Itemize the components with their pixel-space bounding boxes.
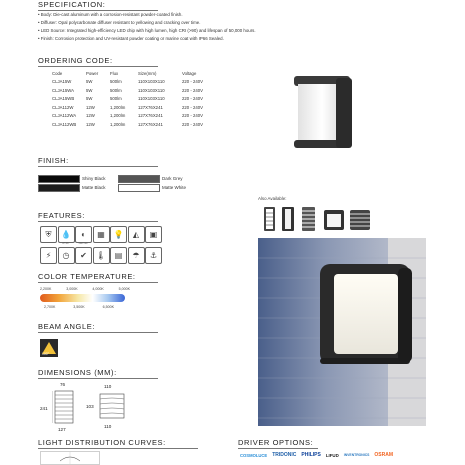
table-cell: CLJA15WA (52, 87, 75, 93)
table-cell: 220 - 240V (182, 79, 204, 85)
spec-list (38, 11, 458, 43)
dimension-tall-top: 76 (60, 382, 66, 387)
column-header: Power (86, 70, 99, 76)
light-distribution-curve (40, 451, 100, 465)
column-header: Voltage (182, 70, 197, 76)
color-temp-top-labels (40, 287, 130, 291)
column-header: Size(mm) (138, 70, 157, 76)
column-header: Code (52, 70, 63, 76)
led-chip-icon: ▦ (93, 226, 110, 243)
color-temp-label: 3,500K (73, 305, 85, 309)
ordering-heading: ORDERING CODE: (38, 56, 113, 65)
lightbulb-icon: 💡 (110, 226, 127, 243)
driver-options-heading: DRIVER OPTIONS: (238, 438, 314, 447)
class-rating-icon: ▣ (145, 226, 162, 243)
marine-coat-icon: ⚓ (145, 247, 162, 264)
table-cell: CLJA15W (52, 79, 72, 85)
dimension-tall-bottom: 127 (58, 427, 66, 432)
table-cell: 12W (86, 113, 95, 119)
color-temp-bottom-labels (44, 305, 114, 309)
color-temp-label: 5,000K (118, 287, 130, 291)
color-temp-label: 3,000K (66, 287, 78, 291)
table-header-row (52, 69, 222, 78)
table-cell: 1,200lm (110, 104, 126, 110)
table-cell: 5W (86, 87, 93, 93)
table-cell: 110X103X110 (138, 96, 165, 102)
feature-label: IP 66 (62, 242, 69, 245)
table-cell: 220 - 240V (182, 113, 204, 119)
product-photo (258, 238, 426, 426)
divider (38, 332, 158, 333)
specification-heading: SPECIFICATION: (38, 0, 106, 9)
table-cell: 5W (86, 96, 93, 102)
brand-logo-tridonic: TRIDONIC (272, 452, 297, 458)
beam-angle-value: 100° (42, 352, 50, 356)
table-row (52, 112, 222, 121)
spec-item: • Diffuser: Opal polycarbonate diffuser resistant to yellowing and cracking over time. (38, 20, 201, 25)
table-cell: CLJA112W (52, 104, 74, 110)
finish-label: Matte Black (82, 185, 106, 190)
table-cell: 110X103X110 (138, 87, 165, 93)
finish-swatch-shiny-black (38, 175, 80, 183)
dimension-square-bottom: 110 (104, 424, 112, 429)
table-cell: 500lm (110, 96, 122, 102)
table-cell: 110X103X110 (138, 79, 165, 85)
finish-swatch-matte-black (38, 184, 80, 192)
table-cell: 220 - 240V (182, 87, 204, 93)
brand-logo-cosmoluce: COSMOLUCE (240, 452, 268, 458)
table-cell: 500lm (110, 87, 122, 93)
spec-item: • Body: Die-cast aluminum with a corrosion-resistant powder-coated finish. (38, 12, 183, 17)
divider (38, 378, 158, 379)
table-cell: 127X76X241 (138, 104, 163, 110)
finish-label: Matte White (162, 185, 187, 190)
shield-icon: ⛨ (40, 226, 57, 243)
warranty-icon: ✔ (75, 247, 92, 264)
divider (38, 448, 198, 449)
table-cell: CLJA112WA (52, 113, 77, 119)
table-cell: 12W (86, 104, 95, 110)
divider (38, 66, 158, 67)
table-row (52, 86, 222, 95)
spec-item: • LED Source: Integrated high-efficiency LED chip with high lumen, high CRI (>90) and lifespan of 50,000 hours. (38, 28, 256, 33)
waterproof-icon: ☂ (128, 247, 145, 264)
driver-brand-list (240, 452, 430, 458)
table-cell: CLJA15WB (52, 96, 75, 102)
divider (38, 282, 158, 283)
variant-thumb (282, 207, 294, 231)
product-image (290, 70, 360, 152)
table-cell: 220 - 240V (182, 96, 204, 102)
table-cell: 12W (86, 121, 95, 127)
variant-thumb (350, 210, 370, 230)
beam-angle-icon: ◭ (128, 226, 145, 243)
temperature-icon: 🌡 (93, 247, 110, 264)
ordering-table (52, 69, 222, 129)
color-temp-label: 4,000K (92, 287, 104, 291)
finish-label: Dark Grey (162, 176, 183, 181)
color-temp-label: 2,700K (44, 305, 56, 309)
spec-item: • Finish: Corrosion protection and UV-resistant powder coating or marine coat with IP66 Sealed. (38, 36, 224, 41)
brand-logo-inventronics: INVENTRONICS (343, 453, 370, 457)
dimension-square-side: 103 (86, 404, 94, 409)
table-cell: 5W (86, 79, 93, 85)
table-cell: CLJA112WB (52, 121, 77, 127)
finish-swatch-matte-white (118, 184, 160, 192)
table-row (52, 120, 222, 129)
clock-icon: ◷ (58, 247, 75, 264)
wall-mount-icon: ▤ (110, 247, 127, 264)
divider (238, 448, 318, 449)
table-cell: 127X76X241 (138, 121, 163, 127)
table-cell: 1,200lm (110, 121, 126, 127)
table-row (52, 103, 222, 112)
color-temperature-bar (40, 294, 125, 302)
divider (38, 221, 158, 222)
beam-angle-heading: BEAM ANGLE: (38, 322, 96, 331)
variant-thumb (324, 210, 344, 230)
ip-rating-icon: 💧 (58, 226, 75, 243)
column-header: Flux (110, 70, 119, 76)
table-row (52, 95, 222, 104)
dimensions-heading: DIMENSIONS (MM): (38, 368, 117, 377)
table-cell: 1,200lm (110, 113, 126, 119)
dimension-drawing-square (98, 392, 126, 420)
finish-heading: FINISH: (38, 156, 69, 165)
divider (38, 166, 158, 167)
light-distribution-heading: LIGHT DISTRIBUTION CURVES: (38, 438, 166, 447)
finish-label: Shiny Black (82, 176, 106, 181)
variant-thumb (264, 207, 275, 231)
brand-logo-lifud: LIFUD (325, 452, 339, 458)
color-temp-label: 2,200K (40, 287, 52, 291)
table-cell: 127X76X241 (138, 113, 163, 119)
dimension-square-top: 110 (104, 384, 112, 389)
table-row (52, 78, 222, 87)
finish-swatch-dark-grey (118, 175, 160, 183)
table-cell: 500lm (110, 79, 122, 85)
table-cell: 220 - 240V (182, 121, 204, 127)
table-cell: 220 - 240V (182, 104, 204, 110)
brand-logo-osram: OSRAM (374, 452, 394, 458)
dimension-drawing-tall (52, 390, 78, 424)
features-heading: FEATURES: (38, 211, 85, 220)
variant-thumbnails (262, 205, 372, 233)
color-temperature-heading: COLOR TEMPERATURE: (38, 272, 136, 281)
feature-label: CRI>90 (78, 242, 88, 245)
cri-icon: ◐ (75, 226, 92, 243)
color-temp-label: 6,500K (102, 305, 114, 309)
brand-logo-philips: PHILIPS (301, 452, 321, 458)
also-available-label: Also Available: (258, 196, 287, 201)
energy-rating-icon: ⚡ (40, 247, 57, 264)
variant-thumb (302, 207, 315, 231)
dimension-tall-side: 241 (40, 406, 48, 411)
